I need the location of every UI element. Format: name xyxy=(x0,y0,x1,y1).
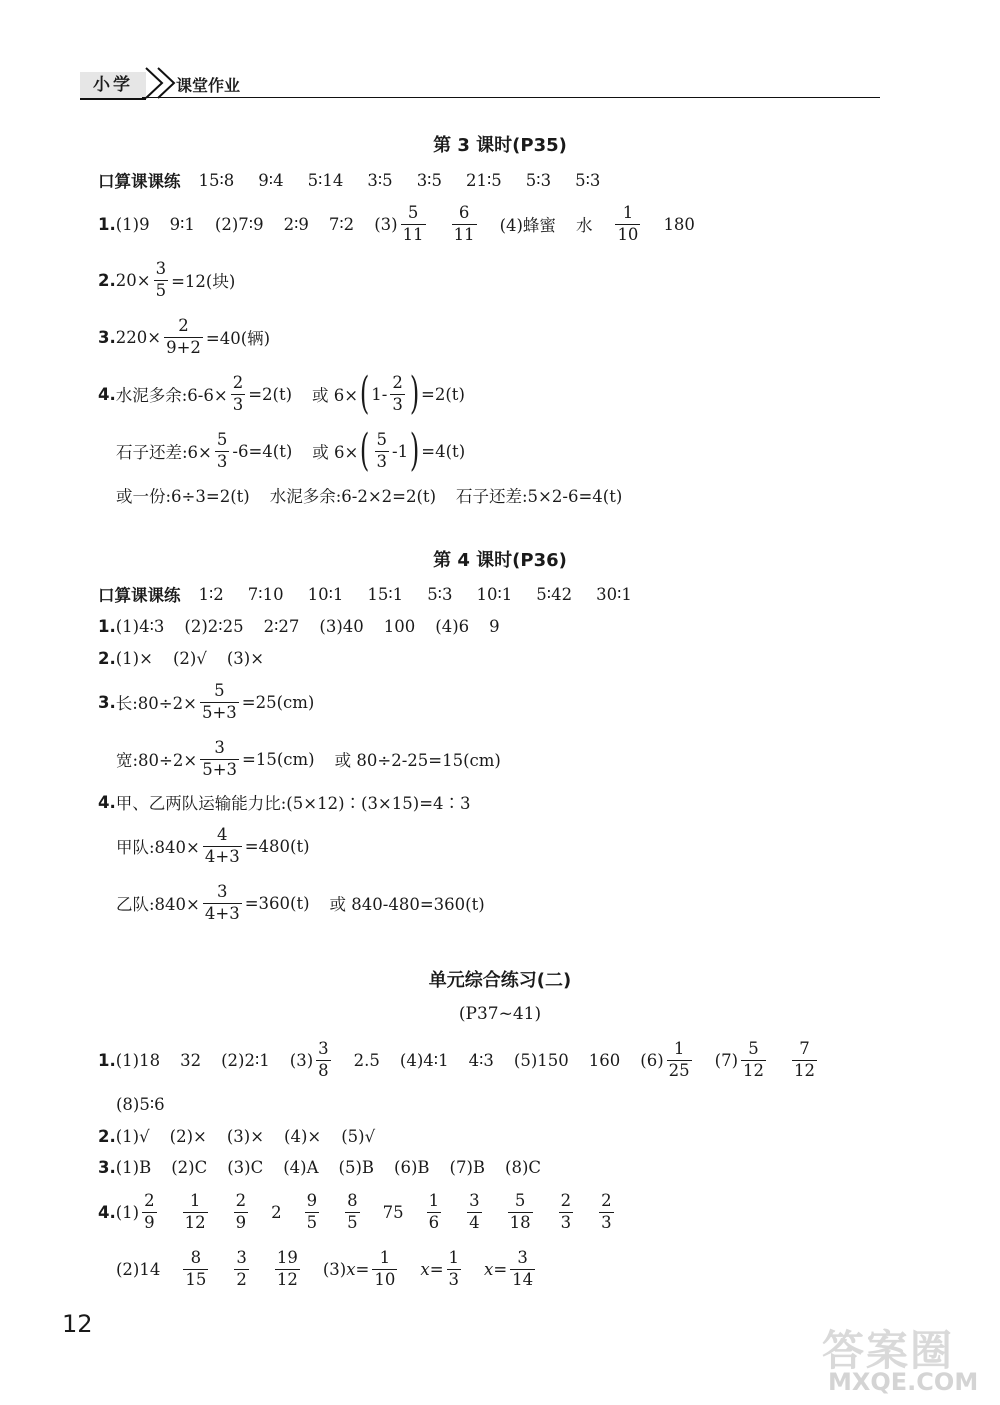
answer-text: =25(cm) xyxy=(241,692,315,712)
question-number: 2. xyxy=(98,648,116,668)
answer-text: (3)C xyxy=(227,1157,264,1177)
answer-text: (4)6 xyxy=(435,616,470,636)
lesson3-q4-line1 xyxy=(98,366,465,422)
answer-text: =15(cm) xyxy=(242,749,315,769)
oral-answer: 1∶2 xyxy=(198,584,224,604)
answer-text: (6) xyxy=(640,1050,664,1070)
question-number: 2. xyxy=(98,1126,116,1146)
lesson3-q1 xyxy=(98,196,695,252)
fraction: $\frac{7}{12}$ xyxy=(794,1039,816,1080)
fraction: $\frac{5}{3}$ xyxy=(216,430,228,471)
unit-q3 xyxy=(98,1155,541,1179)
fraction: $\frac{9}{5}$ xyxy=(306,1191,318,1232)
answer-text: 长:80÷2× xyxy=(115,694,197,713)
fraction: $\frac{5}{5+3}$ xyxy=(201,681,237,722)
answer-text: x= xyxy=(484,1259,508,1279)
answer-text: 水泥多余:6-6× xyxy=(115,386,228,405)
fraction: $\frac{1}{25}$ xyxy=(668,1039,690,1080)
answer-text: (6)B xyxy=(394,1157,430,1177)
answer-text: 75 xyxy=(382,1202,404,1222)
fraction: $\frac{2}{9}$ xyxy=(144,1191,155,1232)
fraction: $\frac{3}{5+3}$ xyxy=(202,738,238,779)
answer-text: 水泥多余:6-2×2=2(t) xyxy=(269,487,436,506)
answer-text: 100 xyxy=(383,616,416,636)
oral-answer: 9∶4 xyxy=(258,170,284,190)
answer-text: 2∶9 xyxy=(283,214,309,234)
fraction: $\frac{2}{3}$ xyxy=(232,373,244,414)
fraction: $\frac{2}{3}$ xyxy=(560,1191,572,1232)
question-number: 1. xyxy=(98,616,116,636)
answer-text: 1- xyxy=(371,384,388,404)
lesson4-q4-line2 xyxy=(116,818,310,874)
answer-text: =4(t) xyxy=(421,441,466,461)
answer-text: (4)蜂蜜 xyxy=(499,216,556,235)
fraction: $\frac{3}{2}$ xyxy=(236,1248,247,1289)
oral-answer: 7∶10 xyxy=(247,584,284,604)
header-rule xyxy=(142,97,880,98)
fraction: $\frac{5}{18}$ xyxy=(509,1191,531,1232)
oral-label: 口算课课练 xyxy=(98,586,181,605)
oral-answer: 5∶3 xyxy=(575,170,601,190)
lesson3-q4-line3 xyxy=(116,483,622,507)
question-number: 4. xyxy=(98,792,116,812)
answer-text: 或一份:6÷3=2(t) xyxy=(116,487,250,506)
answer-text: (2)7∶9 xyxy=(214,214,264,234)
answer-text: (1)9 xyxy=(115,214,150,234)
answer-text: (1)18 xyxy=(115,1050,161,1070)
answer-text: (1)4∶3 xyxy=(115,616,165,636)
answer-text: 甲、乙两队运输能力比:(5×12)∶(3×15)=4∶3 xyxy=(115,794,471,813)
oral-answer: 5∶14 xyxy=(307,170,344,190)
oral-answer: 3∶5 xyxy=(367,170,393,190)
question-number: 3. xyxy=(98,327,116,347)
answer-text: =12(块) xyxy=(171,272,236,291)
answer-text: (5)B xyxy=(338,1157,375,1177)
answer-text: (2)2∶25 xyxy=(184,616,244,636)
answer-text: 2∶27 xyxy=(263,616,300,636)
unit-subtitle: (P37~41) xyxy=(458,1004,542,1024)
left-paren-icon: ( xyxy=(360,425,370,476)
page-header xyxy=(80,72,880,102)
answer-text: =360(t) xyxy=(244,893,310,913)
answer-text: (1) xyxy=(115,1202,140,1222)
fraction-list xyxy=(139,1192,617,1231)
fraction: $\frac{5}{3}$ xyxy=(376,430,388,471)
lesson4-q1 xyxy=(98,614,500,638)
question-number: 3. xyxy=(98,1157,116,1177)
answer-text: (5)150 xyxy=(513,1050,569,1070)
oral-answer: 10∶1 xyxy=(476,584,513,604)
fraction: $\frac{1}{3}$ xyxy=(448,1248,460,1289)
oral-answer: 15∶8 xyxy=(198,170,235,190)
lesson4-title: 第 4 课时(P36) xyxy=(433,550,567,571)
answer-text: 或 6× xyxy=(312,386,359,405)
page-number: 12 xyxy=(62,1310,93,1338)
answer-text: 或 6× xyxy=(312,443,359,462)
answer-text: (8)5∶6 xyxy=(116,1094,165,1114)
fraction: $\frac{2}{3}$ xyxy=(601,1191,612,1232)
lesson4-q4-line1 xyxy=(98,790,471,814)
fraction: $\frac{1}{12}$ xyxy=(184,1191,206,1232)
fraction: $\frac{5}{11}$ xyxy=(402,203,424,244)
fraction: $\frac{1}{10}$ xyxy=(617,203,639,244)
answer-text: (8)C xyxy=(505,1157,542,1177)
answer-text: 180 xyxy=(663,214,695,234)
answer-text: (3) xyxy=(322,1259,347,1279)
fraction: $\frac{3}{8}$ xyxy=(318,1039,329,1080)
answer-text: x= xyxy=(346,1259,370,1279)
answer-text: =40(辆) xyxy=(205,329,271,348)
watermark-logo: 答案圈 xyxy=(822,1326,955,1375)
question-number: 1. xyxy=(98,1050,116,1070)
header-label: 小学 xyxy=(80,72,146,100)
answer-text: (2)14 xyxy=(116,1259,161,1279)
lesson4-q2 xyxy=(98,646,264,670)
answer-text: (3)× xyxy=(226,1126,265,1146)
oral-answer: 21∶5 xyxy=(465,170,502,190)
answer-text: =2(t) xyxy=(248,384,293,404)
unit-title: 单元综合练习(二) xyxy=(428,970,572,991)
answer-text: 9∶1 xyxy=(169,214,195,234)
answer-text: 220× xyxy=(115,327,162,347)
answer-text: (2)C xyxy=(171,1157,208,1177)
fraction: $\frac{5}{12}$ xyxy=(743,1039,765,1080)
answer-text: (4)× xyxy=(284,1126,322,1146)
answer-text: 石子还差:6× xyxy=(116,443,212,462)
question-number: 3. xyxy=(98,692,116,712)
answer-text: 2 xyxy=(271,1202,282,1222)
watermark-url: MXQE.COM xyxy=(828,1368,979,1396)
answer-text: (7) xyxy=(714,1050,739,1070)
answer-text: (3)40 xyxy=(319,616,364,636)
right-paren-icon: ) xyxy=(409,368,420,419)
oral-answer: 5∶42 xyxy=(536,584,573,604)
answer-text: 7∶2 xyxy=(328,214,355,234)
answer-text: 水 xyxy=(575,216,593,235)
fraction: $\frac{3}{14}$ xyxy=(512,1248,534,1289)
answer-text: 石子还差:5×2-6=4(t) xyxy=(456,487,623,506)
answer-text: 160 xyxy=(588,1050,621,1070)
answer-text: (1)√ xyxy=(115,1126,150,1146)
fraction: $\frac{1}{6}$ xyxy=(428,1191,440,1232)
question-number: 1. xyxy=(98,214,116,234)
left-paren-icon: ( xyxy=(359,368,370,419)
oral-answer: 3∶5 xyxy=(416,170,442,190)
answer-text: (5)√ xyxy=(341,1126,376,1146)
fraction: $\frac{2}{3}$ xyxy=(392,373,403,414)
fraction: $\frac{4}{4+3}$ xyxy=(204,825,240,866)
answer-text: =2(t) xyxy=(421,384,465,404)
answer-text: 甲队:840× xyxy=(116,838,200,857)
oral-answer: 5∶3 xyxy=(427,584,453,604)
answer-text: 4∶3 xyxy=(468,1050,494,1070)
lesson4-q3-line2 xyxy=(116,731,501,787)
lesson3-oral-line xyxy=(98,168,600,192)
question-number: 4. xyxy=(98,384,116,404)
answer-text: 2.5 xyxy=(353,1050,380,1070)
answer-text: (4)A xyxy=(283,1157,319,1177)
answer-text: 乙队:840× xyxy=(116,895,200,914)
lesson4-q3-line1 xyxy=(98,674,314,730)
answer-text: (2)2∶1 xyxy=(221,1050,270,1070)
unit-q4-line2 xyxy=(116,1241,538,1297)
answer-text: 或 840-480=360(t) xyxy=(329,895,485,914)
fraction: $\frac{6}{11}$ xyxy=(453,203,475,244)
answer-text: (3) xyxy=(374,214,398,234)
question-number: 4. xyxy=(98,1202,116,1222)
unit-q1-line2 xyxy=(116,1092,165,1116)
fraction: $\frac{8}{5}$ xyxy=(347,1191,358,1232)
answer-text: 32 xyxy=(180,1050,202,1070)
answer-text: 宽:80÷2× xyxy=(116,751,198,770)
fraction: $\frac{1}{10}$ xyxy=(374,1248,396,1289)
lesson3-title: 第 3 课时(P35) xyxy=(433,135,567,156)
answer-text: (4)4∶1 xyxy=(399,1050,449,1070)
unit-q2 xyxy=(98,1124,375,1148)
header-title: 课堂作业 xyxy=(176,76,241,95)
oral-answer: 30∶1 xyxy=(596,584,632,604)
fraction: $\frac{2}{9+2}$ xyxy=(166,316,201,357)
answer-text: (3)× xyxy=(226,648,265,668)
fraction: $\frac{3}{4+3}$ xyxy=(204,882,240,923)
answer-text: 20× xyxy=(115,270,151,290)
lesson4-oral-line xyxy=(98,582,632,606)
answer-text: x= xyxy=(420,1259,444,1279)
fraction: $\frac{2}{9}$ xyxy=(235,1191,247,1232)
unit-q1-line1 xyxy=(98,1032,820,1088)
answer-text: -6=4(t) xyxy=(232,441,293,461)
answer-text: (1)B xyxy=(115,1157,152,1177)
answer-text: (2)√ xyxy=(172,648,207,668)
right-paren-icon: ) xyxy=(409,425,420,476)
fraction: $\frac{3}{5}$ xyxy=(155,259,167,300)
lesson3-q4-line2 xyxy=(116,423,465,479)
oral-answer: 10∶1 xyxy=(307,584,344,604)
lesson4-q4-line3 xyxy=(116,875,485,931)
answer-text: 9 xyxy=(489,616,500,636)
oral-answer: 15∶1 xyxy=(367,584,404,604)
answer-text: 或 80÷2-25=15(cm) xyxy=(334,751,501,770)
answer-text: (7)B xyxy=(449,1157,486,1177)
lesson3-q3 xyxy=(98,309,270,365)
fraction: $\frac{3}{4}$ xyxy=(469,1191,480,1232)
answer-text: (3) xyxy=(289,1050,314,1070)
answer-text: =480(t) xyxy=(244,836,310,856)
fraction: $\frac{8}{15}$ xyxy=(185,1248,207,1289)
question-number: 2. xyxy=(98,270,116,290)
answer-text: (1)× xyxy=(115,648,153,668)
lesson3-q2 xyxy=(98,252,235,308)
fraction: $\frac{19}{12}$ xyxy=(276,1248,298,1289)
oral-label: 口算课课练 xyxy=(98,172,181,191)
answer-text: -1 xyxy=(392,441,409,461)
oral-answer: 5∶3 xyxy=(525,170,552,190)
answer-text: (2)× xyxy=(169,1126,207,1146)
unit-q4-line1 xyxy=(98,1184,617,1240)
